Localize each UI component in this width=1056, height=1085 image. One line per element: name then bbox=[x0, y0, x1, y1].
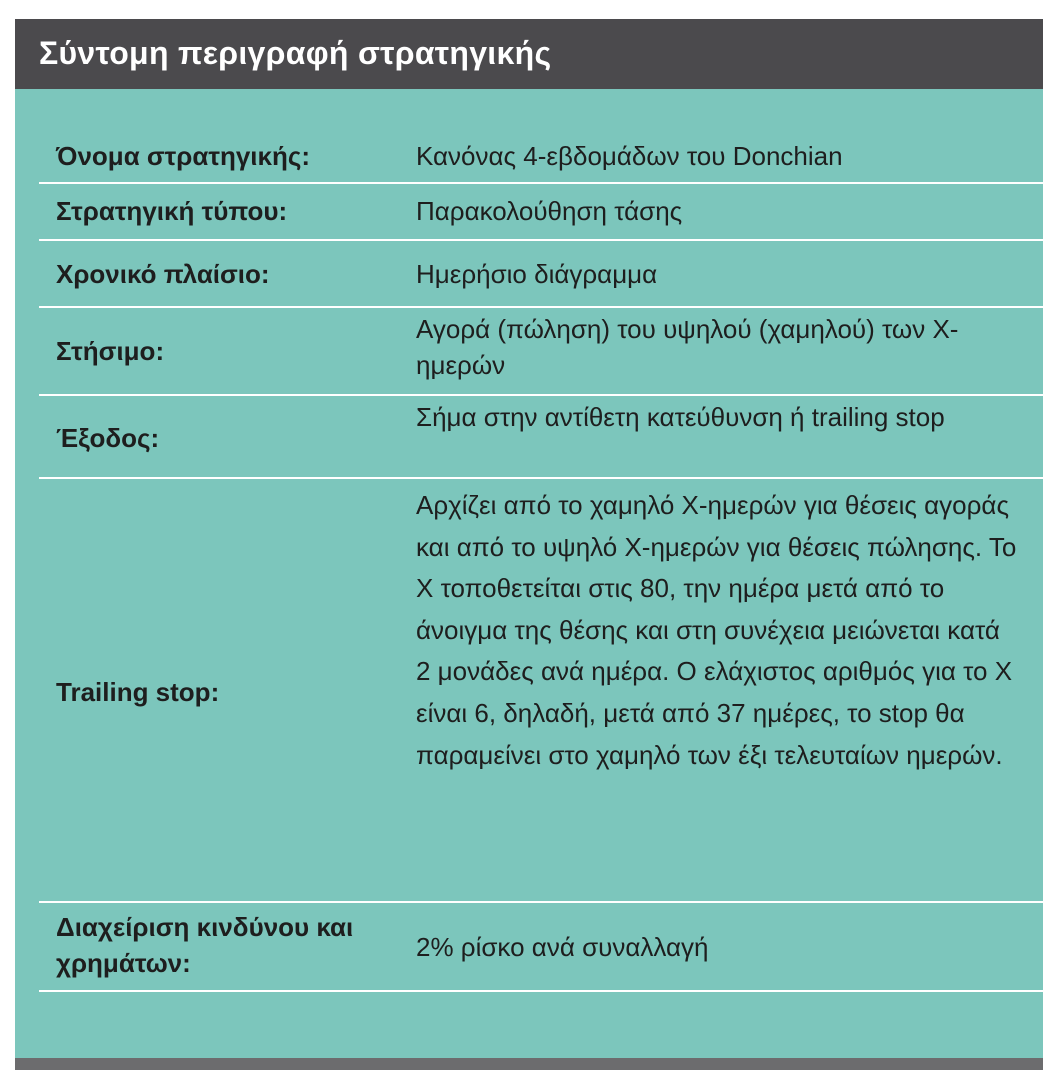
row-strategy-name bbox=[39, 130, 1043, 184]
header-bar bbox=[15, 19, 1043, 89]
value-strategy-name: Κανόνας 4-εβδομάδων του Donchian bbox=[416, 141, 843, 171]
value-setup: Αγορά (πώληση) του υψηλού (χαμηλού) των Χ-ημερών bbox=[416, 314, 959, 380]
value-time-frame: Ημερήσιο διάγραμμα bbox=[416, 259, 658, 289]
label-time-frame: Χρονικό πλαίσιο: bbox=[56, 259, 270, 289]
label-setup: Στήσιμο: bbox=[56, 336, 165, 366]
row-time-frame bbox=[39, 241, 1043, 308]
label-exit: Έξοδος: bbox=[56, 423, 160, 453]
row-strategy-type bbox=[39, 184, 1043, 241]
label-trailing-stop: Trailing stop: bbox=[56, 677, 220, 707]
row-setup bbox=[39, 308, 1043, 396]
footer-bar bbox=[15, 1058, 1043, 1070]
label-risk-management: Διαχείριση κινδύνου και χρημάτων: bbox=[56, 912, 354, 978]
label-strategy-type: Στρατηγική τύπου: bbox=[56, 196, 288, 226]
value-risk-management: 2% ρίσκο ανά συναλλαγή bbox=[416, 932, 709, 962]
strategy-summary-box bbox=[15, 19, 1043, 1070]
label-strategy-name: Όνομα στρατηγικής: bbox=[56, 141, 311, 171]
row-trailing-stop bbox=[39, 479, 1043, 903]
row-exit bbox=[39, 396, 1043, 479]
value-exit: Σήμα στην αντίθετη κατεύθυνση ή trailing stop bbox=[416, 402, 945, 432]
header-title: Σύντομη περιγραφή στρατηγικής bbox=[39, 35, 552, 71]
value-strategy-type: Παρακολούθηση τάσης bbox=[416, 196, 683, 226]
row-risk-management bbox=[39, 903, 1043, 992]
value-trailing-stop: Αρχίζει από το χαμηλό Χ-ημερών για θέσεις αγοράς και από το υψηλό Χ-ημερών για θέσεις πώλησης. Το Χ τοποθετείται στις 80, την ημέρα μετά από το άνοιγμα της θέσης και στη συνέχεια μειώνεται κατά 2 μονάδες ανά ημέρα. Ο ελάχιστος αριθμός για το Χ είναι 6, δηλαδή, μετά από 37 ημέρες, το stop θα παραμείνει στο χαμηλό των έξι τελευταίων ημερών. bbox=[416, 490, 1017, 770]
